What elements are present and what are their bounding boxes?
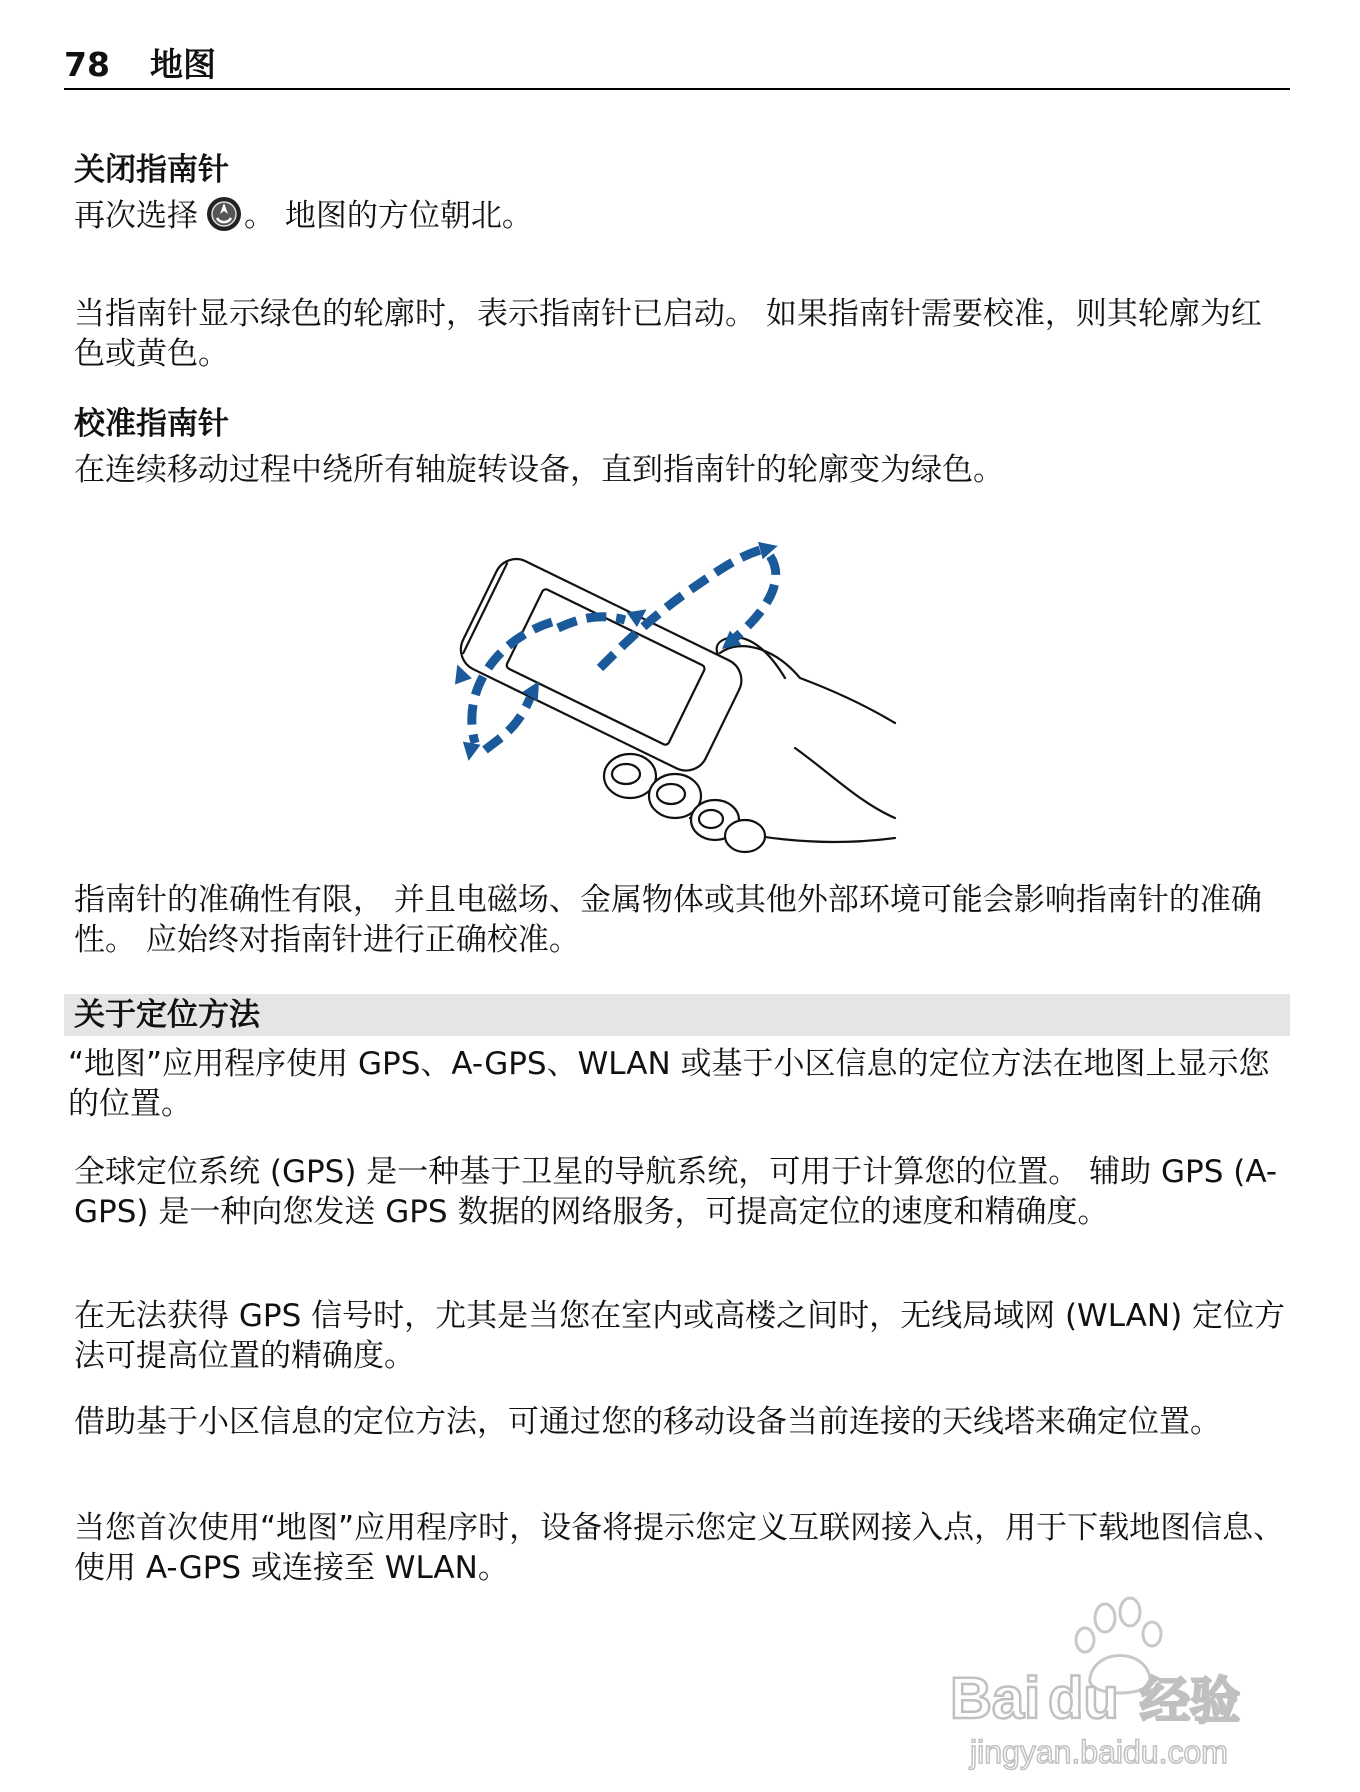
positioning-paragraph-4: 借助基于小区信息的定位方法，可通过您的移动设备当前连接的天线塔来确定位置。	[74, 1404, 1221, 1440]
positioning-paragraph-2: 全球定位系统 (GPS) 是一种基于卫星的导航系统，可用于计算您的位置。 辅助 GPS (A-GPS) 是一种向您发送 GPS 数据的网络服务，可提高定位的速度和精确度。	[74, 1154, 1278, 1230]
compass-off-text-after: 。 地图的方位朝北。	[244, 198, 533, 234]
svg-text:经验: 经验	[1140, 1672, 1240, 1730]
baidu-watermark-logo	[940, 1578, 1280, 1778]
calibrate-heading: 校准指南针	[74, 406, 229, 442]
svg-text:du: du	[1048, 1666, 1119, 1731]
compass-off-heading: 关闭指南针	[74, 152, 229, 188]
compass-button-icon	[206, 196, 242, 232]
compass-off-text-before: 再次选择	[74, 198, 198, 234]
compass-status-paragraph: 当指南针显示绿色的轮廓时，表示指南针已启动。 如果指南针需要校准，则其轮廓为红色或黄色。	[74, 296, 1262, 372]
svg-text:Bai: Bai	[950, 1666, 1041, 1731]
positioning-paragraph-1: “地图”应用程序使用 GPS、A-GPS、WLAN 或基于小区信息的定位方法在地图上显示您的位置。	[68, 1046, 1270, 1122]
compass-off-paragraph	[74, 196, 1290, 236]
calibrate-paragraph: 在连续移动过程中绕所有轴旋转设备，直到指南针的轮廓变为绿色。	[74, 452, 1004, 488]
page-header	[64, 42, 1290, 90]
watermark-url: jingyan.baidu.com	[970, 1734, 1228, 1770]
page-number: 78	[64, 45, 110, 84]
section-title: 地图	[149, 45, 216, 84]
accuracy-note-paragraph: 指南针的准确性有限， 并且电磁场、金属物体或其他外部环境可能会影响指南针的准确性。 应始终对指南针进行正确校准。	[74, 882, 1262, 958]
calibration-illustration	[440, 538, 910, 858]
positioning-paragraph-5: 当您首次使用“地图”应用程序时，设备将提示您定义互联网接入点，用于下载地图信息、使用 A-GPS 或连接至 WLAN。	[74, 1510, 1285, 1586]
positioning-section-bar	[64, 994, 1290, 1036]
positioning-heading: 关于定位方法	[74, 997, 260, 1033]
positioning-paragraph-3: 在无法获得 GPS 信号时，尤其是当您在室内或高楼之间时，无线局域网 (WLAN) 定位方法可提高位置的精确度。	[74, 1298, 1286, 1374]
